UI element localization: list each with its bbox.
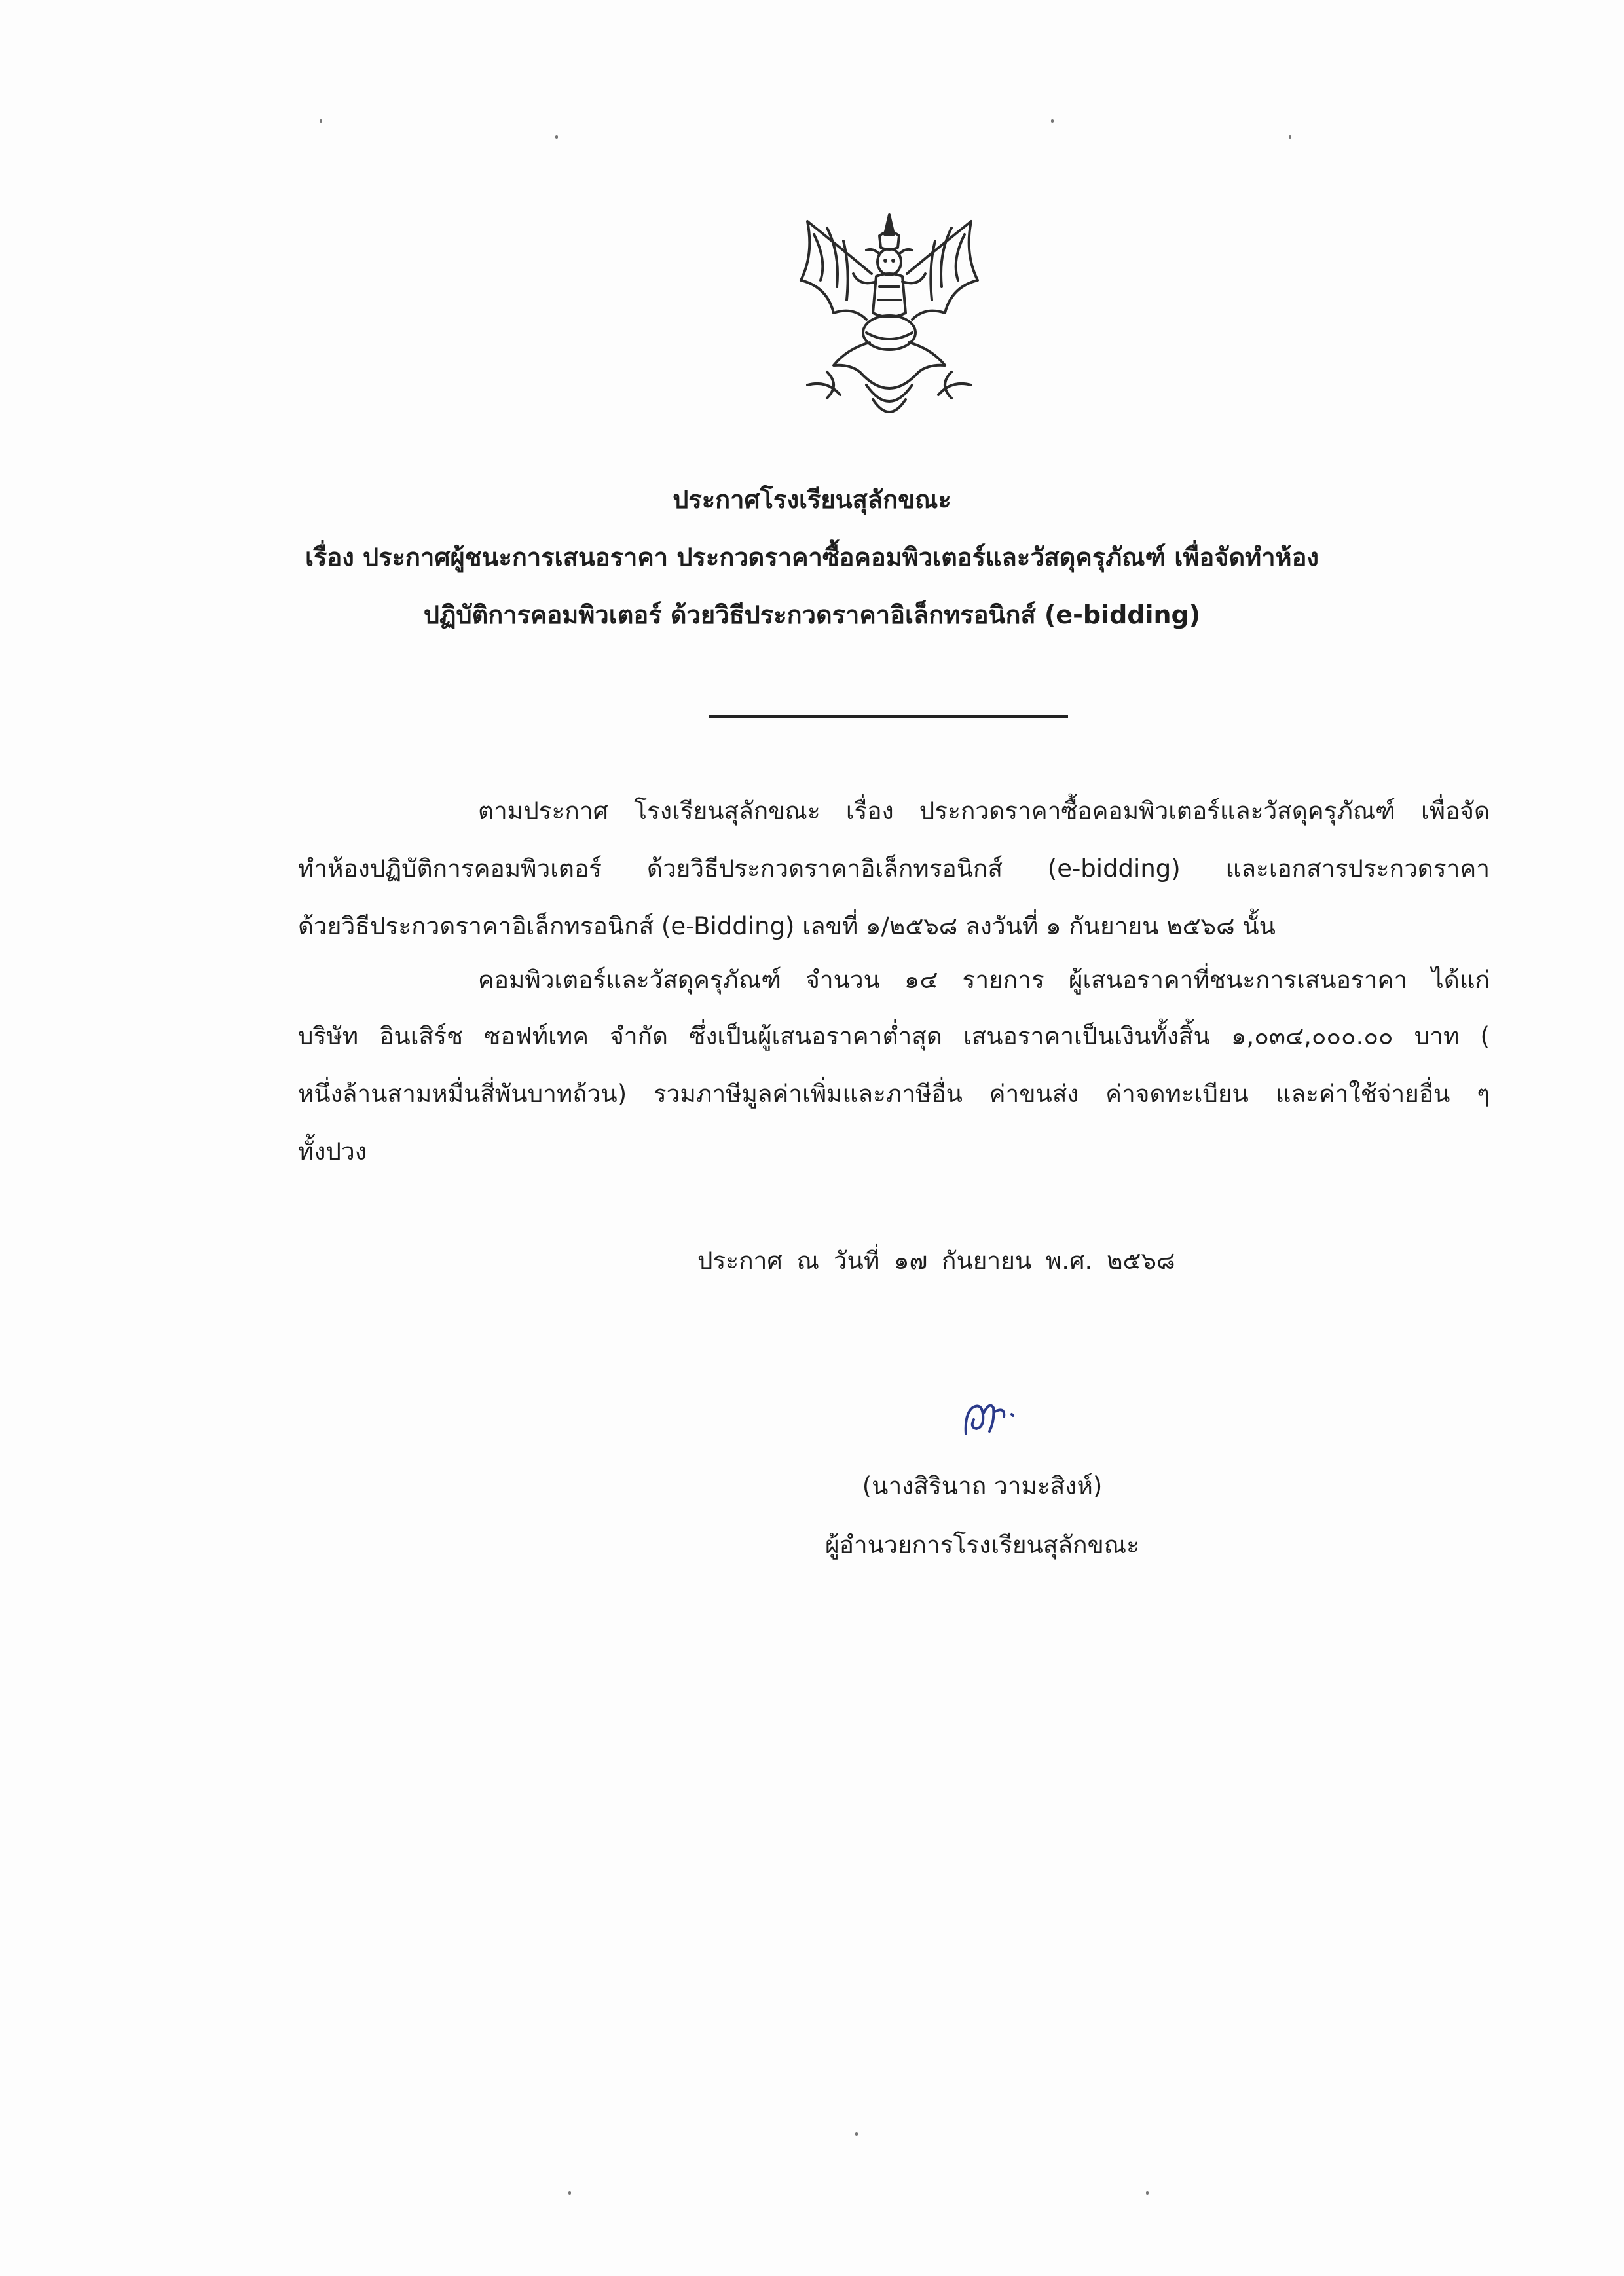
- announcement-title: ประกาศโรงเรียนสุลักขณะ: [673, 485, 951, 514]
- announcement-subject: เรื่อง ประกาศผู้ชนะการเสนอราคา ประกวดราคาซื้อคอมพิวเตอร์และวัสดุครุภัณฑ์ เพื่อจัดทำห้อง: [305, 543, 1319, 572]
- body-line: ทำห้องปฏิบัติการคอมพิวเตอร์ ด้วยวิธีประกวดราคาอิเล็กทรอนิกส์ (e-bidding) และเอกสารประกวดราคา: [298, 854, 1490, 883]
- body-line: หนึ่งล้านสามหมื่นสี่พันบาทถ้วน) รวมภาษีมูลค่าเพิ่มและภาษีอื่น ค่าขนส่ง ค่าจดทะเบียน และค่าใช้จ่ายอื่น ๆ: [298, 1080, 1490, 1108]
- body-line: ตามประกาศ โรงเรียนสุลักขณะ เรื่อง ประกวดราคาซื้อคอมพิวเตอร์และวัสดุครุภัณฑ์ เพื่อจัด: [478, 797, 1490, 825]
- scan-speck: [555, 135, 558, 139]
- signatory-name: (นางสิรินาถ วามะสิงห์): [862, 1472, 1103, 1500]
- scan-speck: [1289, 135, 1291, 139]
- title-divider: [709, 715, 1068, 718]
- garuda-emblem-icon: [788, 208, 991, 428]
- body-line: ด้วยวิธีประกวดราคาอิเล็กทรอนิกส์ (e-Bidding) เลขที่ ๑/๒๕๖๘ ลงวันที่ ๑ กันยายน ๒๕๖๘ นั้น: [298, 912, 1276, 940]
- body-line: คอมพิวเตอร์และวัสดุครุภัณฑ์ จำนวน ๑๔ รายการ ผู้เสนอราคาที่ชนะการเสนอราคา ได้แก่: [478, 966, 1490, 994]
- scan-speck: [1051, 119, 1054, 123]
- body-line: ทั้งปวง: [298, 1137, 367, 1166]
- scan-speck: [855, 2132, 858, 2136]
- announcement-subject-cont: ปฏิบัติการคอมพิวเตอร์ ด้วยวิธีประกวดราคาอิเล็กทรอนิกส์ (e-bidding): [423, 600, 1201, 629]
- scan-speck: [568, 2191, 571, 2195]
- handwritten-signature: [953, 1388, 1038, 1447]
- announcement-date: ประกาศ ณ วันที่ ๑๗ กันยายน พ.ศ. ๒๕๖๘: [697, 1247, 1175, 1275]
- body-line: บริษัท อินเสิร์ช ซอฟท์เทค จำกัด ซึ่งเป็นผู้เสนอราคาต่ำสุด เสนอราคาเป็นเงินทั้งสิ้น ๑,๐๓๔,๐๐๐.๐๐ บาท (: [298, 1022, 1490, 1050]
- scan-speck: [1146, 2191, 1149, 2195]
- scan-speck: [320, 119, 322, 123]
- signatory-title: ผู้อำนวยการโรงเรียนสุลักขณะ: [825, 1531, 1139, 1559]
